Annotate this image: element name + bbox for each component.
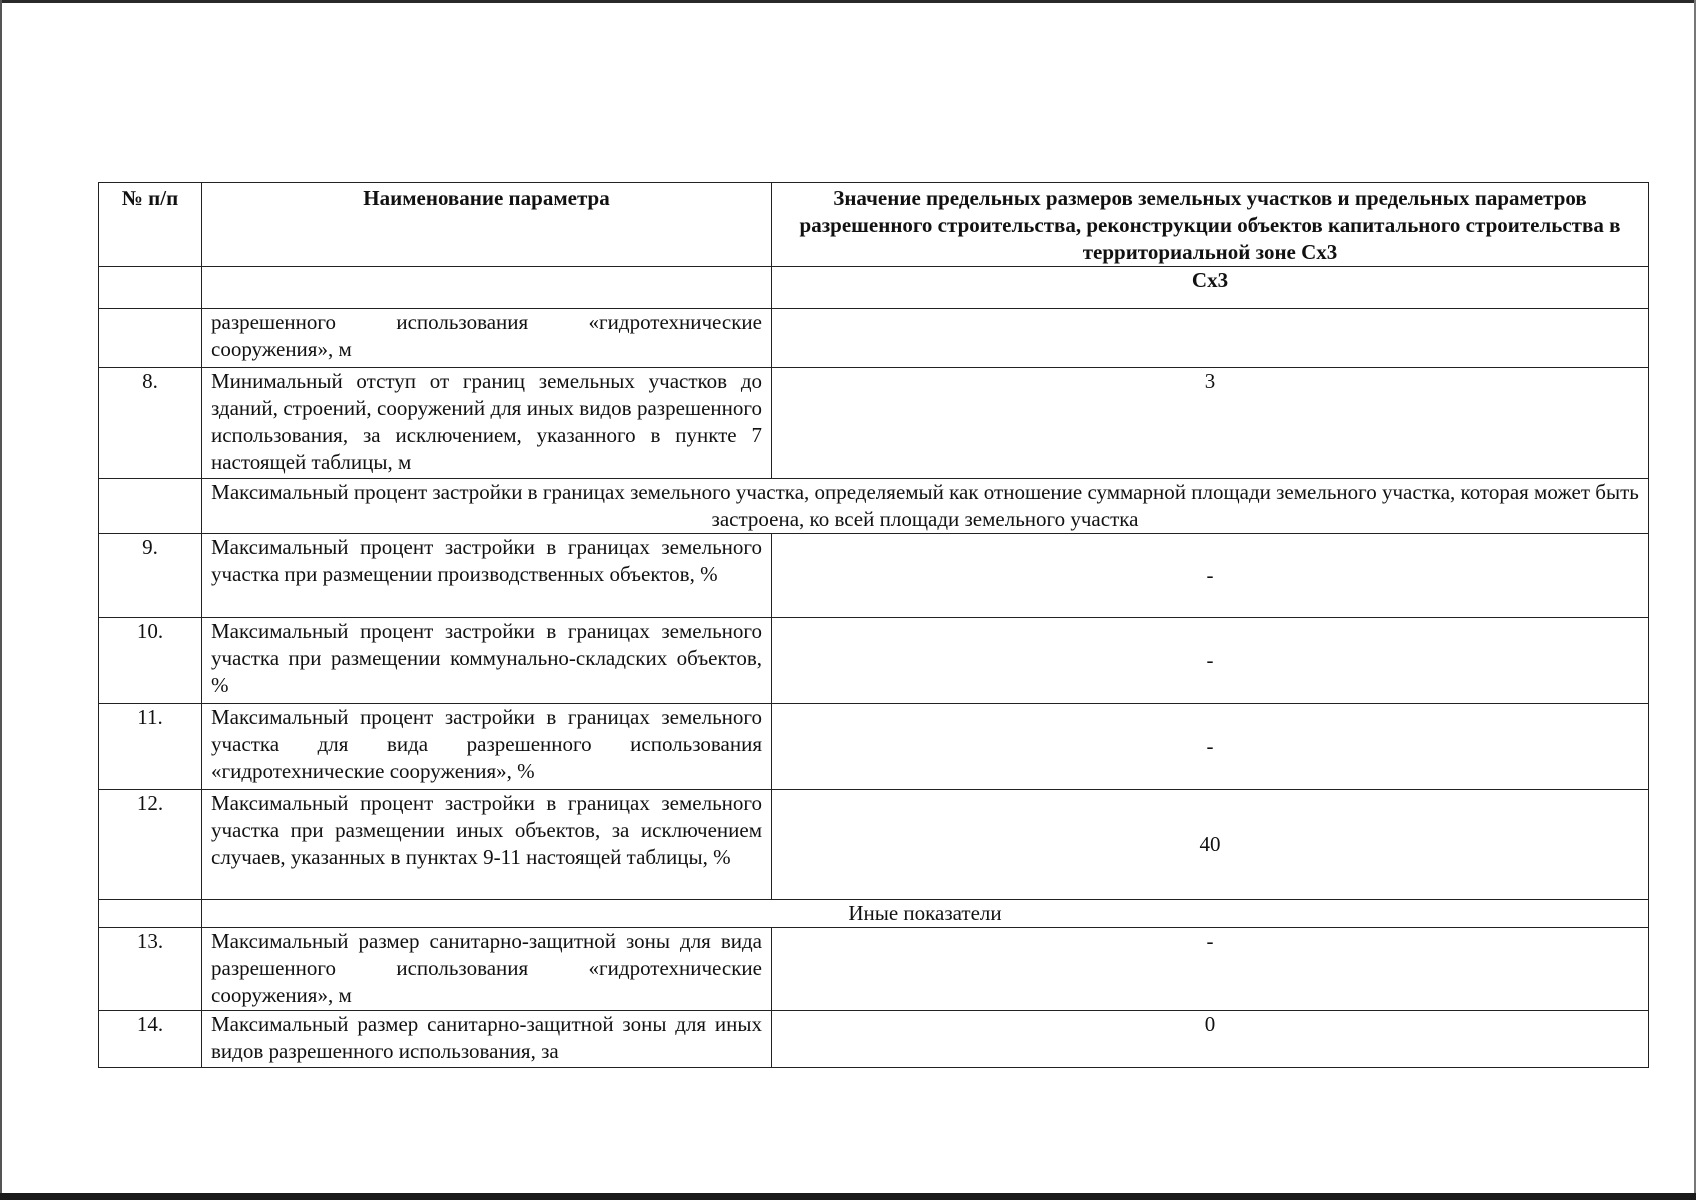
scan-edge-bottom xyxy=(0,1193,1696,1200)
section-row-other xyxy=(99,900,1649,928)
row-number: 13. xyxy=(99,928,202,1011)
section-other-num-cell xyxy=(99,900,202,928)
table-row xyxy=(99,618,1649,704)
header-num: № п/п xyxy=(99,183,202,267)
table-row xyxy=(99,534,1649,618)
scan-edge-top xyxy=(0,0,1696,3)
section-other-title: Иные показатели xyxy=(202,900,1649,928)
parameter-value: - xyxy=(772,704,1649,790)
continuation-value-cell xyxy=(772,309,1649,368)
parameter-name: Максимальный процент застройки в границах земельного участка при размещении иных объектов, за исключением случаев, указанных в пунктах 9-11 настоящей таблицы, % xyxy=(202,790,772,900)
table-header-row xyxy=(99,183,1649,267)
section-row-build xyxy=(99,479,1649,534)
parameter-value: - xyxy=(772,618,1649,704)
parameter-value: 3 xyxy=(772,368,1649,479)
zone-label: Сх3 xyxy=(772,267,1649,309)
parameter-value: 40 xyxy=(772,790,1649,900)
parameter-value: - xyxy=(772,928,1649,1011)
parameter-name: Минимальный отступ от границ земельных участков до зданий, строений, сооружений для иных видов разрешенного использования, за исключением, указанного в пункте 7 настоящей таблицы, м xyxy=(202,368,772,479)
row-number: 8. xyxy=(99,368,202,479)
row-number: 9. xyxy=(99,534,202,618)
parameter-name: Максимальный размер санитарно-защитной зоны для вида разрешенного использования «гидротехнические сооружения», м xyxy=(202,928,772,1011)
zone-name-cell xyxy=(202,267,772,309)
header-name: Наименование параметра xyxy=(202,183,772,267)
row-number: 11. xyxy=(99,704,202,790)
section-build-num-cell xyxy=(99,479,202,534)
parameter-name: Максимальный процент застройки в границах земельного участка при размещении производственных объектов, % xyxy=(202,534,772,618)
row-number: 14. xyxy=(99,1011,202,1068)
header-value: Значение предельных размеров земельных участков и предельных параметров разрешенного строительства, реконструкции объектов капитального строительства в территориальной зоне Сх3 xyxy=(772,183,1649,267)
parameter-value: - xyxy=(772,534,1649,618)
table-row xyxy=(99,368,1649,479)
table-row xyxy=(99,790,1649,900)
zone-row xyxy=(99,267,1649,309)
continuation-row xyxy=(99,309,1649,368)
section-build-title: Максимальный процент застройки в границах земельного участка, определяемый как отношение суммарной площади земельного участка, которая может быть застроена, ко всей площади земельного участка xyxy=(202,479,1649,534)
row-number: 10. xyxy=(99,618,202,704)
table-row xyxy=(99,1011,1649,1068)
parameters-table xyxy=(98,182,1649,1068)
table-row xyxy=(99,704,1649,790)
parameter-name: Максимальный процент застройки в границах земельного участка при размещении коммунально-складских объектов, % xyxy=(202,618,772,704)
row-number: 12. xyxy=(99,790,202,900)
parameter-name: Максимальный процент застройки в границах земельного участка для вида разрешенного использования «гидротехнические сооружения», % xyxy=(202,704,772,790)
table-row xyxy=(99,928,1649,1011)
parameter-value: 0 xyxy=(772,1011,1649,1068)
zone-num-cell xyxy=(99,267,202,309)
continuation-text: разрешенного использования «гидротехнические сооружения», м xyxy=(202,309,772,368)
parameter-name: Максимальный размер санитарно-защитной зоны для иных видов разрешенного использования, за xyxy=(202,1011,772,1068)
continuation-num-cell xyxy=(99,309,202,368)
scan-edge-left xyxy=(0,0,2,1200)
